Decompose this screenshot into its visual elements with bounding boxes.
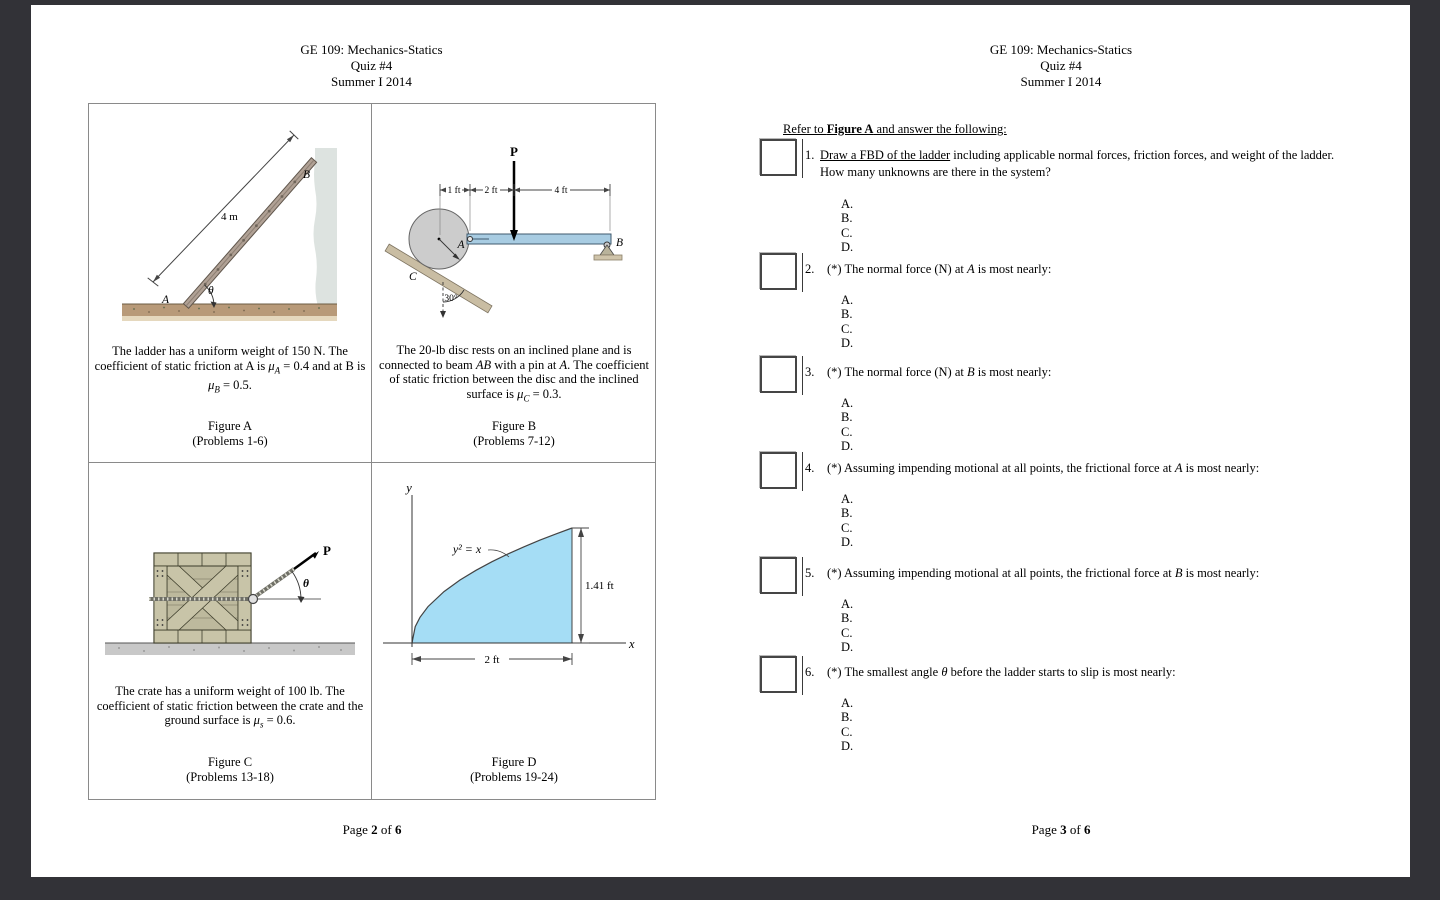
caption-text: = 0.4 and at B is (280, 358, 366, 373)
page-2-header (31, 42, 712, 90)
option-a[interactable]: A. (841, 597, 854, 611)
caption-text: The ladder has a uniform weight of 150 N. The coefficient of static friction at A is (94, 344, 348, 373)
angle-30-label: 30° (444, 294, 458, 304)
question-5-options (841, 597, 853, 654)
question-stem: is most nearly: (974, 365, 1052, 379)
figure-c-title (89, 755, 371, 784)
page-3 (712, 5, 1410, 877)
height-dim-label: 1.41 ft (585, 580, 614, 592)
paper-canvas (31, 5, 1410, 877)
question-divider-line (802, 356, 803, 395)
quiz-title: Quiz #4 (1040, 58, 1082, 73)
question-2-text (805, 261, 1371, 278)
point-a-italic: A (559, 357, 568, 372)
mu-symbol: μ (268, 358, 275, 373)
question-divider-line (802, 139, 803, 178)
mu-subscript: B (214, 384, 220, 395)
question-stem-underlined: Draw a FBD of the ladder (820, 148, 951, 162)
question-divider-line (802, 452, 803, 491)
question-divider-line (802, 253, 803, 292)
mu-subscript: A (274, 365, 281, 376)
page-3-header (712, 42, 1410, 90)
pull-arrow-p (294, 551, 319, 569)
beam (467, 234, 611, 244)
option-c[interactable]: C. (841, 424, 853, 439)
figure-d-title (372, 755, 656, 784)
question-1-options (841, 197, 853, 254)
figure-label: Figure B (491, 419, 537, 433)
figure-problems: (Problems 19-24) (470, 769, 558, 784)
curve-equation-label: y² = x (452, 542, 482, 556)
figure-a-drawing (89, 104, 372, 342)
figure-d-drawing (372, 463, 656, 681)
question-stem: (*) The normal force (N) at (827, 262, 967, 276)
beam-ab-italic: AB (475, 357, 492, 372)
option-d[interactable]: D. (841, 438, 854, 453)
page-total: 6 (1083, 822, 1091, 837)
page-total: 6 (394, 822, 402, 837)
caption-text: = 0.3. (529, 386, 562, 401)
course-title: GE 109: Mechanics-Statics (300, 42, 443, 57)
refer-text: Refer to (783, 122, 827, 136)
question-5-text (805, 565, 1371, 582)
option-d[interactable]: D. (841, 239, 854, 254)
footer-text: of (1066, 822, 1084, 837)
dim-1ft-label: 1 ft (447, 186, 461, 196)
question-stem: (*) The smallest angle (827, 665, 942, 679)
option-c[interactable]: C. (841, 625, 853, 640)
refer-heading (783, 122, 1007, 137)
question-6-text (805, 664, 1371, 681)
refer-figure-ref: Figure A (826, 122, 874, 136)
page-2 (31, 5, 712, 877)
option-a[interactable]: A. (841, 492, 854, 506)
option-d[interactable]: D. (841, 738, 854, 753)
answer-box-q5[interactable] (760, 557, 797, 594)
option-a[interactable]: A. (841, 696, 854, 710)
footer-text: Page (1031, 822, 1061, 837)
page-3-footer (712, 822, 1410, 838)
caption-text: . The coefficient of static friction between the disc and the inclined surface is (389, 357, 649, 401)
option-d[interactable]: D. (841, 534, 854, 549)
question-number: 6. (805, 665, 815, 679)
option-c[interactable]: C. (841, 321, 853, 336)
ground (122, 304, 337, 321)
question-number: 1. (805, 148, 815, 162)
point-a-label: A (162, 294, 170, 306)
caption-text: with a pin at (491, 357, 560, 372)
question-3-options (841, 396, 853, 453)
answer-box-q1[interactable] (760, 139, 797, 176)
option-d[interactable]: D. (841, 335, 854, 350)
ground (105, 643, 355, 655)
option-c[interactable]: C. (841, 225, 853, 240)
option-a[interactable]: A. (841, 197, 854, 211)
figure-a-caption (89, 344, 371, 397)
question-number: 5. (805, 566, 815, 580)
mu-symbol: μ (208, 377, 215, 392)
mu-symbol: μ (253, 713, 260, 728)
option-b[interactable]: B. (841, 211, 853, 226)
term-title: Summer I 2014 (1020, 74, 1102, 89)
question-stem: before the ladder starts to slip is most nearly: (947, 665, 1176, 679)
option-b[interactable]: B. (841, 506, 853, 521)
refer-text: and answer the following: (873, 122, 1007, 136)
figure-d-cell (372, 463, 656, 800)
question-divider-line (802, 557, 803, 596)
option-c[interactable]: C. (841, 520, 853, 535)
x-axis-label: x (629, 637, 635, 651)
question-1-text (805, 147, 1371, 181)
caption-text: The 20-lb disc rests on an inclined plane and is connected to beam (379, 343, 632, 372)
caption-text: The crate has a uniform weight of 100 lb. The coefficient of static friction between the crate and the ground surface is (96, 684, 364, 728)
option-a[interactable]: A. (841, 396, 854, 410)
figure-problems: (Problems 7-12) (473, 433, 555, 448)
question-number: 4. (805, 461, 815, 475)
point-ref-italic: B (1174, 566, 1183, 580)
figure-label: Figure C (207, 755, 253, 769)
question-4-text (805, 460, 1371, 477)
figure-b-drawing (372, 104, 656, 342)
question-stem: (*) Assuming impending motional at all points, the frictional force at (827, 461, 1175, 475)
load-arrow-p (510, 161, 518, 241)
figure-label: Figure A (207, 419, 253, 433)
force-p-label: P (323, 543, 331, 558)
question-6-options (841, 696, 853, 753)
page-2-footer (88, 822, 656, 838)
term-title: Summer I 2014 (331, 74, 412, 89)
mu-subscript: C (523, 393, 530, 404)
page-number: 3 (1060, 822, 1067, 837)
point-c-label: C (409, 271, 417, 283)
option-b[interactable]: B. (841, 307, 853, 322)
point-ref-italic: A (1174, 461, 1183, 475)
question-stem: (*) The normal force (N) at (827, 365, 967, 379)
force-p-label: P (510, 144, 518, 159)
point-b-label: B (303, 169, 311, 181)
quiz-title: Quiz #4 (350, 58, 393, 73)
answer-box-q4[interactable] (760, 452, 797, 489)
theta-label: θ (208, 285, 214, 297)
mu-subscript: s (259, 719, 264, 730)
figure-label: Figure D (491, 755, 537, 769)
dim-2ft-label: 2 ft (484, 186, 498, 196)
point-ref-italic: A (966, 262, 975, 276)
figure-c-drawing (89, 463, 372, 681)
question-stem-line2: How many unknowns are there in the system? (820, 165, 1051, 179)
figure-c-caption (89, 684, 371, 732)
figure-problems: (Problems 1-6) (192, 433, 268, 448)
option-b[interactable]: B. (841, 410, 853, 425)
question-stem: is most nearly: (974, 262, 1052, 276)
footer-text: Page (342, 822, 372, 837)
answer-box-q3[interactable] (760, 356, 797, 393)
question-stem: is most nearly: (1182, 461, 1260, 475)
figure-b-caption (372, 343, 656, 406)
y-axis-label: y (406, 481, 412, 495)
question-3-text (805, 364, 1371, 381)
wall (314, 148, 338, 310)
answer-box-q2[interactable] (760, 253, 797, 290)
option-c[interactable]: C. (841, 724, 853, 739)
option-b[interactable]: B. (841, 611, 853, 626)
shaded-region (412, 528, 572, 643)
point-ref-italic: B (966, 365, 975, 379)
question-stem: including applicable normal forces, friction forces, and weight of the ladder. (950, 148, 1335, 162)
dim-4ft-label: 4 ft (554, 186, 568, 196)
question-stem: is most nearly: (1182, 566, 1260, 580)
point-a-label: A (457, 239, 465, 251)
option-a[interactable]: A. (841, 293, 854, 307)
figure-grid (88, 103, 656, 800)
ladder-length-label: 4 m (221, 211, 238, 223)
mu-symbol: μ (517, 386, 524, 401)
question-4-options (841, 492, 853, 549)
caption-text: = 0.6. (263, 713, 296, 728)
caption-text: = 0.5. (219, 377, 252, 392)
option-b[interactable]: B. (841, 710, 853, 725)
figure-a-title (89, 419, 371, 448)
question-number: 2. (805, 262, 815, 276)
course-title: GE 109: Mechanics-Statics (989, 42, 1133, 57)
option-d[interactable]: D. (841, 639, 854, 654)
answer-box-q6[interactable] (760, 656, 797, 693)
figure-problems: (Problems 13-18) (186, 769, 274, 784)
theta-italic: θ (941, 665, 948, 679)
question-stem: (*) Assuming impending motional at all points, the frictional force at (827, 566, 1175, 580)
footer-text: of (377, 822, 395, 837)
point-b-label: B (616, 237, 624, 249)
page-number: 2 (371, 822, 378, 837)
question-number: 3. (805, 365, 815, 379)
theta-label: θ (303, 578, 309, 590)
figure-b-cell (372, 104, 656, 463)
figure-b-title (372, 419, 656, 448)
question-divider-line (802, 656, 803, 695)
width-dim-label: 2 ft (484, 654, 500, 666)
figure-a-cell (89, 104, 372, 463)
question-2-options (841, 293, 853, 350)
figure-c-cell (89, 463, 372, 800)
